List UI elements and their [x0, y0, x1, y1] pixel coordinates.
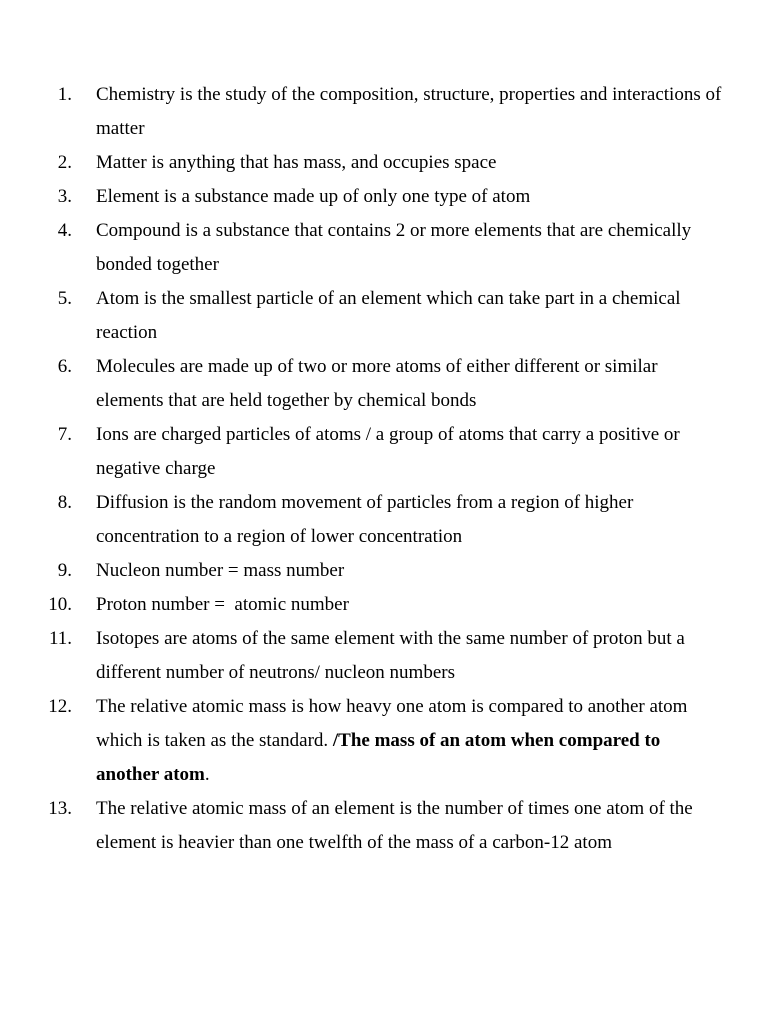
item-text: Proton number = atomic number: [96, 594, 349, 615]
list-item: [0, 282, 768, 350]
list-item: [0, 78, 768, 146]
list-item: [0, 622, 768, 690]
item-number: 2.: [57, 152, 72, 173]
item-number: 9.: [57, 560, 72, 581]
item-text: Molecules are made up of two or more atoms of either different or similar elements that are held together by chemical bonds: [96, 356, 658, 411]
item-number: 6.: [57, 356, 72, 377]
item-text: Compound is a substance that contains 2 or more elements that are chemically bonded together: [96, 220, 692, 275]
item-number: 5.: [57, 288, 72, 309]
list-item: [0, 588, 768, 622]
item-number: 4.: [57, 220, 72, 241]
list-item: [0, 792, 768, 860]
list-item: [0, 554, 768, 588]
item-text: Element is a substance made up of only one type of atom: [96, 186, 531, 207]
item-number: 3.: [57, 186, 72, 207]
document-page: [0, 78, 768, 860]
item-number: 10.: [48, 594, 72, 615]
item-text: Chemistry is the study of the composition, structure, properties and interactions of matter: [96, 84, 722, 139]
item-bold-text: /The mass of an atom when compared to another atom: [96, 730, 661, 785]
list-item: [0, 350, 768, 418]
item-number: 7.: [57, 424, 72, 445]
item-number: 11.: [48, 628, 72, 649]
item-number: 1.: [57, 84, 72, 105]
list-item: [0, 486, 768, 554]
item-text: Atom is the smallest particle of an element which can take part in a chemical reaction: [96, 288, 681, 343]
item-text: The relative atomic mass is how heavy one atom is compared to another atom which is taken as the standard.: [96, 696, 688, 751]
list-item: [0, 418, 768, 486]
list-item: [0, 146, 768, 180]
item-number: 8.: [57, 492, 72, 513]
item-number: 13.: [48, 798, 72, 819]
list-item: [0, 180, 768, 214]
item-text: Nucleon number = mass number: [96, 560, 345, 581]
item-text: Diffusion is the random movement of particles from a region of higher concentration to a region of lower concentration: [96, 492, 634, 547]
list-item: [0, 690, 768, 792]
item-trailing-text: .: [204, 764, 210, 785]
item-text: Isotopes are atoms of the same element with the same number of proton but a different number of neutrons/ nucleon numbers: [96, 628, 685, 683]
item-text: Ions are charged particles of atoms / a group of atoms that carry a positive or negative charge: [96, 424, 680, 479]
list-item: [0, 214, 768, 282]
item-text: Matter is anything that has mass, and occupies space: [96, 152, 497, 173]
item-text: The relative atomic mass of an element is the number of times one atom of the element is heavier than one twelfth of the mass of a carbon-12 atom: [96, 798, 693, 853]
notes-list: [0, 78, 768, 860]
item-number: 12.: [48, 696, 72, 717]
